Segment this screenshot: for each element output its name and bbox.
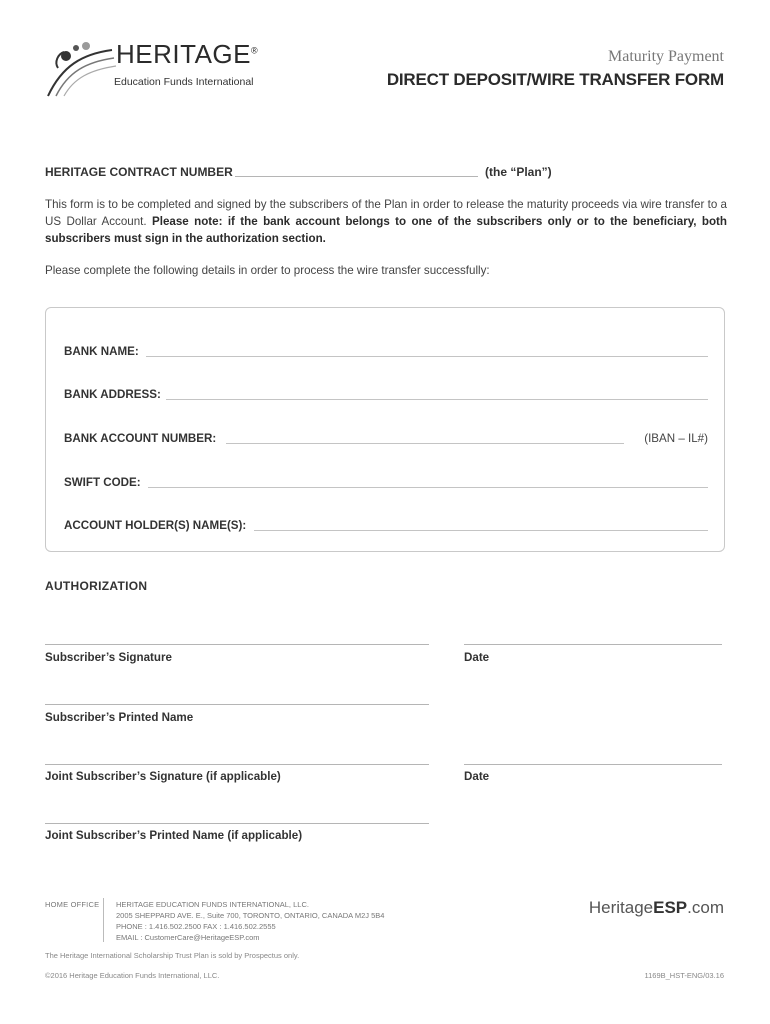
contract-plan-label: (the “Plan”): [485, 165, 552, 179]
date-label-1: Date: [464, 651, 490, 664]
address-line: EMAIL : CustomerCare@HeritageESP.com: [116, 933, 260, 942]
brand-regular: Heritage: [588, 898, 654, 917]
bank-name-row: [64, 345, 708, 361]
subscriber-signature-label: Subscriber’s Signature: [45, 651, 172, 664]
footer-brand-url: [589, 898, 724, 918]
bank-details-box: [45, 307, 725, 552]
bank-address-field[interactable]: [166, 399, 708, 400]
account-holder-field[interactable]: [254, 530, 708, 531]
logo-swoosh-icon: [42, 36, 122, 100]
subscriber-printed-name-label: Subscriber’s Printed Name: [45, 711, 194, 724]
form-title: DIRECT DEPOSIT/WIRE TRANSFER FORM: [386, 70, 724, 89]
date-field-1[interactable]: [464, 644, 722, 645]
address-line: PHONE : 1.416.502.2500 FAX : 1.416.502.2555: [116, 922, 276, 931]
subscriber-signature-field[interactable]: [45, 644, 429, 645]
contract-number-row: [45, 165, 725, 181]
bank-name-field[interactable]: [146, 356, 708, 357]
bank-account-number-field[interactable]: [226, 443, 624, 444]
date-label-2: Date: [464, 770, 490, 783]
joint-printed-name-label: Joint Subscriber’s Printed Name (if applicable): [45, 829, 303, 842]
brand-bold: ESP: [653, 898, 688, 917]
authorization-title: AUTHORIZATION: [45, 579, 148, 593]
copyright-text: ©2016 Heritage Education Funds International, LLC.: [45, 971, 220, 980]
prospectus-note: The Heritage International Scholarship Trust Plan is sold by Prospectus only.: [45, 951, 300, 960]
joint-printed-name-field[interactable]: [45, 823, 429, 824]
office-address: [116, 899, 384, 943]
bank-address-row: [64, 388, 708, 404]
bank-address-label: BANK ADDRESS:: [64, 388, 161, 401]
subscriber-printed-name-field[interactable]: [45, 704, 429, 705]
home-office-label: HOME OFFICE: [45, 900, 100, 909]
intro-note: Please note: if the bank account belongs to one of the subscribers only or to the beneficiary, both subscribers must sign in the authorization section.: [45, 215, 727, 245]
contract-number-label: HERITAGE CONTRACT NUMBER: [45, 165, 233, 179]
swift-code-label: SWIFT CODE:: [64, 476, 141, 489]
logo-wordmark: [116, 39, 258, 70]
instructions-text: Please complete the following details in order to process the wire transfer successfully:: [45, 264, 490, 277]
iban-hint: (IBAN – IL#): [644, 432, 708, 445]
date-field-2[interactable]: [464, 764, 722, 765]
joint-signature-label: Joint Subscriber’s Signature (if applicable): [45, 770, 281, 783]
heritage-logo: [42, 36, 282, 100]
footer-divider: [103, 898, 104, 942]
registered-mark-icon: ®: [250, 45, 259, 56]
bank-account-number-row: [64, 432, 708, 448]
swift-code-row: [64, 476, 708, 492]
account-holder-label: ACCOUNT HOLDER(S) NAME(S):: [64, 519, 247, 532]
contract-number-field[interactable]: [235, 176, 478, 177]
logo-subtitle: Education Funds International: [114, 76, 254, 88]
address-line: 2005 SHEPPARD AVE. E., Suite 700, TORONTO, ONTARIO, CANADA M2J 5B4: [116, 911, 385, 920]
account-holder-row: [64, 519, 708, 535]
bank-name-label: BANK NAME:: [64, 345, 139, 358]
form-code: 1169B_HST-ENG/03.16: [644, 971, 724, 980]
intro-paragraph: [45, 196, 727, 247]
swift-code-field[interactable]: [148, 487, 708, 488]
brand-suffix: .com: [687, 898, 724, 917]
bank-account-number-label: BANK ACCOUNT NUMBER:: [64, 432, 217, 445]
logo-text: HERITAGE: [116, 39, 251, 69]
address-line: HERITAGE EDUCATION FUNDS INTERNATIONAL, LLC.: [116, 900, 309, 909]
form-subtitle: Maturity Payment: [608, 48, 724, 65]
intro-text: This form is to be completed and signed by the subscribers of the Plan in order to release the maturity proceeds via wire transfer to a US Dollar Account.: [45, 198, 727, 228]
joint-signature-field[interactable]: [45, 764, 429, 765]
